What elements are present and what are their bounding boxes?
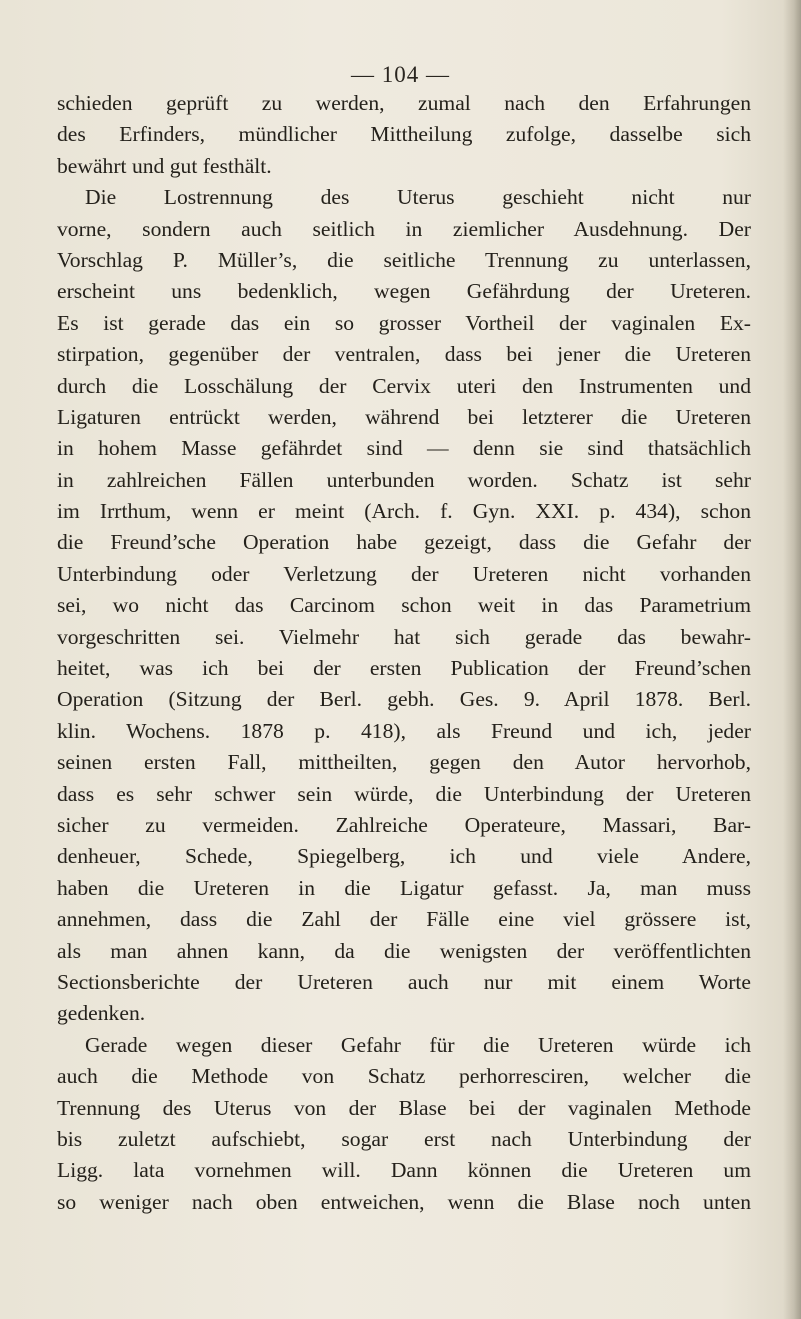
text-line: Unterbindung oder Verletzung der Ureteren nicht vorhanden (57, 561, 751, 586)
text-line: in hohem Masse gefährdet sind — denn sie sind thatsächlich (57, 436, 751, 461)
text-line: durch die Losschälung der Cervix uteri den Instrumenten und (57, 373, 751, 398)
text-line: denheuer, Schede, Spiegelberg, ich und viele Andere, (57, 844, 751, 869)
text-line: stirpation, gegenüber der ventralen, dass bei jener die Ureteren (57, 342, 751, 367)
text-line: die Freund’sche Operation habe gezeigt, dass die Gefahr der (57, 530, 751, 555)
text-line: Gerade wegen dieser Gefahr für die Ureteren würde ich (85, 1032, 751, 1057)
text-line: vorgeschritten sei. Vielmehr hat sich gerade das bewahr- (57, 624, 751, 649)
text-line: vorne, sondern auch seitlich in ziemlicher Ausdehnung. Der (57, 216, 751, 241)
text-line: Die Lostrennung des Uterus geschieht nicht nur (85, 185, 751, 210)
text-line: Ligg. lata vornehmen will. Dann können die Ureteren um (57, 1158, 751, 1183)
text-line: klin. Wochens. 1878 p. 418), als Freund und ich, jeder (57, 718, 751, 743)
text-line: annehmen, dass die Zahl der Fälle eine viel grössere ist, (57, 907, 751, 932)
body-text (57, 88, 751, 1218)
text-line: sei, wo nicht das Carcinom schon weit in das Parametrium (57, 593, 751, 618)
text-line: als man ahnen kann, da die wenigsten der veröffentlichten (57, 938, 751, 963)
text-line: auch die Methode von Schatz perhorresciren, welcher die (57, 1064, 751, 1089)
text-line: im Irrthum, wenn er meint (Arch. f. Gyn. XXI. p. 434), schon (57, 499, 751, 524)
text-line: schieden geprüft zu werden, zumal nach den Erfahrungen (57, 91, 751, 115)
text-line: sicher zu vermeiden. Zahlreiche Operateure, Massari, Bar- (57, 812, 751, 837)
text-line: Es ist gerade das ein so grosser Vortheil der vaginalen Ex- (57, 310, 751, 335)
text-line: Operation (Sitzung der Berl. gebh. Ges. 9. April 1878. Berl. (57, 687, 751, 712)
text-line: heitet, was ich bei der ersten Publication der Freund’schen (57, 656, 751, 681)
text-line: Ligaturen entrückt werden, während bei letzterer die Ureteren (57, 404, 751, 429)
text-line: gedenken. (57, 1001, 146, 1026)
text-line: so weniger nach oben entweichen, wenn die Blase noch unten (57, 1189, 751, 1214)
text-line: in zahlreichen Fällen unterbunden worden. Schatz ist sehr (57, 467, 751, 492)
text-line: des Erfinders, mündlicher Mittheilung zufolge, dasselbe sich (57, 122, 751, 147)
text-line: dass es sehr schwer sein würde, die Unterbindung der Ureteren (57, 781, 751, 806)
page-number-header: — 104 — (351, 62, 450, 87)
text-line: bewährt und gut festhält. (57, 153, 272, 178)
page-edge-shadow (783, 0, 801, 1319)
text-line: seinen ersten Fall, mittheilten, gegen den Autor hervorhob, (57, 750, 751, 775)
text-line: bis zuletzt aufschiebt, sogar erst nach Unterbindung der (57, 1126, 751, 1151)
text-line: Trennung des Uterus von der Blase bei der vaginalen Methode (57, 1095, 751, 1120)
text-line: erscheint uns bedenklich, wegen Gefährdung der Ureteren. (57, 279, 751, 304)
text-line: Vorschlag P. Müller’s, die seitliche Trennung zu unterlassen, (57, 247, 751, 272)
text-line: Sectionsberichte der Ureteren auch nur mit einem Worte (57, 969, 751, 994)
text-line: haben die Ureteren in die Ligatur gefasst. Ja, man muss (57, 875, 751, 900)
